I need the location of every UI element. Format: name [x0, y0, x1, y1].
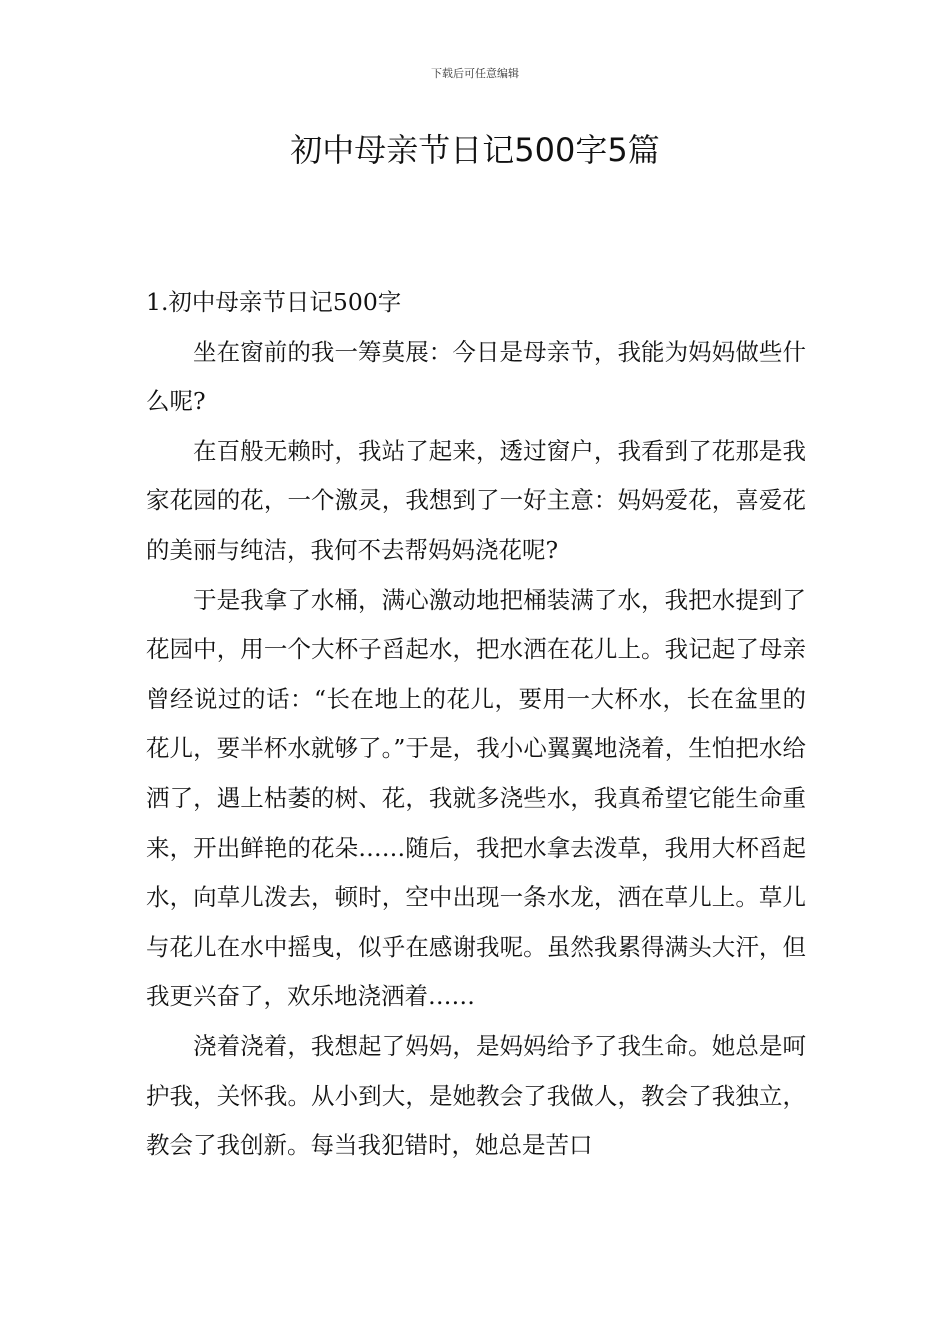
document-body — [146, 278, 806, 1171]
section-heading: 1.初中母亲节日记500字 — [146, 288, 402, 316]
paragraph: 于是我拿了水桶，满心激动地把桶装满了水，我把水提到了花园中，用一个大杯子舀起水，把水洒在花儿上。我记起了母亲曾经说过的话：“长在地上的花儿，要用一大杯水，长在盆里的花儿，要半杯水就够了。”于是，我小心翼翼地浇着，生怕把水给洒了，遇上枯萎的树、花，我就多浇些水，我真希望它能生命重来，开出鲜艳的花朵……随后，我把水拿去泼草，我用大杯舀起水，向草儿泼去，顿时，空中出现一条水龙，洒在草儿上。草儿与花儿在水中摇曳，似乎在感谢我呢。虽然我累得满头大汗，但我更兴奋了，欢乐地浇洒着…… — [146, 585, 806, 1011]
paragraph: 坐在窗前的我一筹莫展：今日是母亲节，我能为妈妈做些什么呢? — [146, 337, 806, 416]
paragraph: 浇着浇着，我想起了妈妈，是妈妈给予了我生命。她总是呵护我，关怀我。从小到大，是她教会了我做人，教会了我独立，教会了我创新。每当我犯错时，她总是苦口 — [146, 1031, 806, 1160]
header-note: 下载后可任意编辑 — [431, 67, 519, 80]
document-title: 初中母亲节日记500字5篇 — [290, 131, 660, 169]
paragraph: 在百般无赖时，我站了起来，透过窗户，我看到了花那是我家花园的花，一个激灵，我想到了一好主意：妈妈爱花，喜爱花的美丽与纯洁，我何不去帮妈妈浇花呢? — [146, 436, 806, 564]
